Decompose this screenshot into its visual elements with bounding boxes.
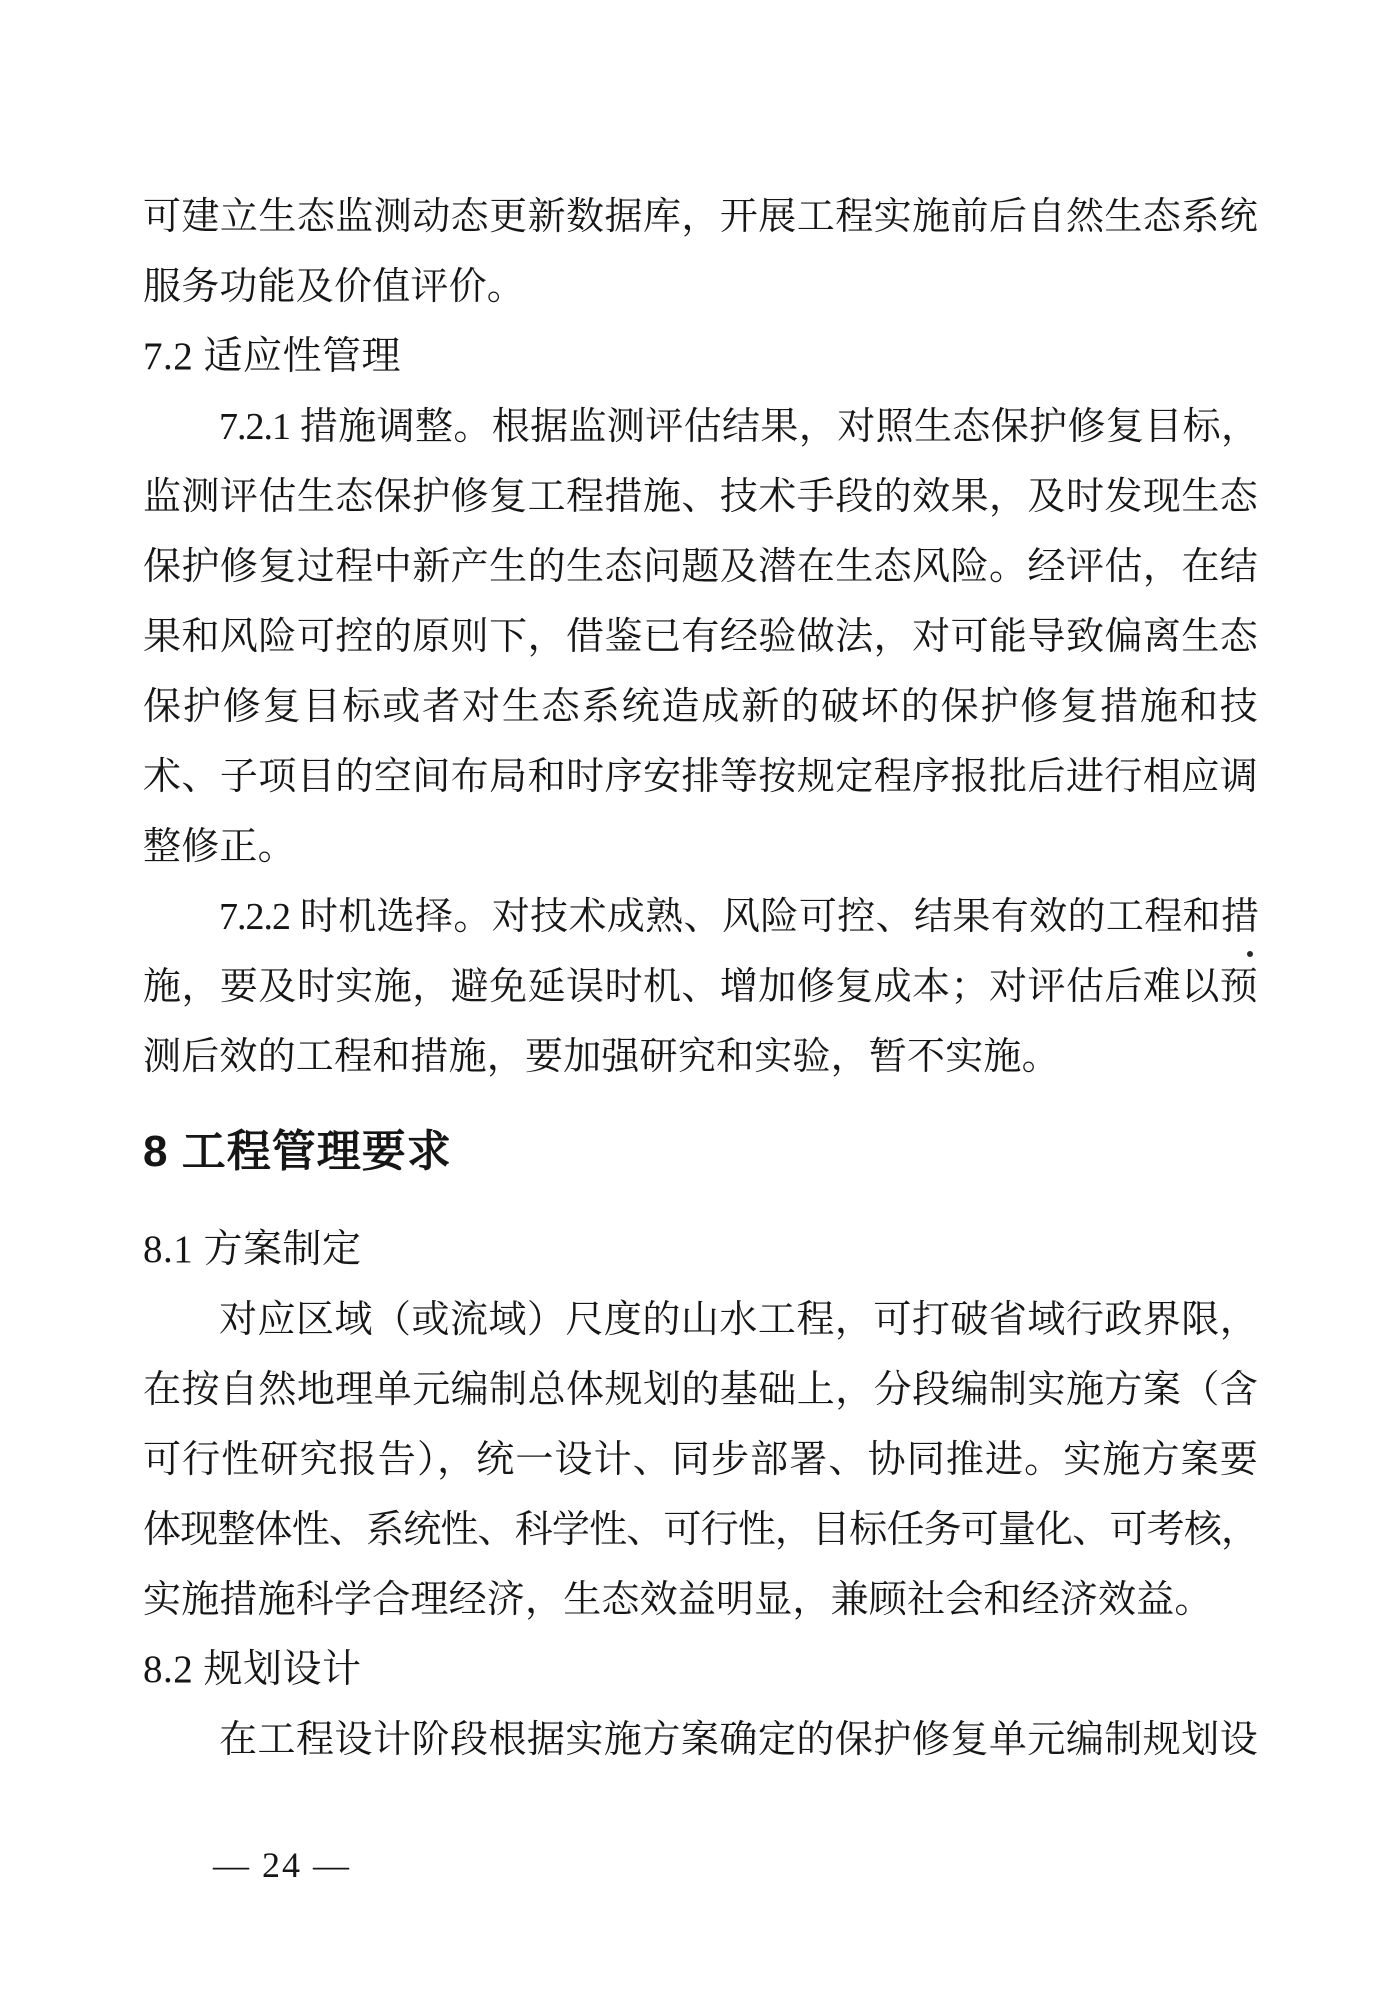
- body-line: 在工程设计阶段根据实施方案确定的保护修复单元编制规划设: [219, 1719, 1258, 1761]
- body-line: 可建立生态监测动态更新数据库，开展工程实施前后自然生态系统: [143, 196, 1258, 238]
- body-line: 整修正。: [143, 826, 296, 868]
- body-line: 果和风险可控的原则下，借鉴已有经验做法，对可能导致偏离生态: [143, 616, 1258, 658]
- body-line: 测后效的工程和措施，要加强研究和实验，暂不实施。: [143, 1036, 1060, 1078]
- body-line: 在按自然地理单元编制总体规划的基础上，分段编制实施方案（含: [143, 1369, 1258, 1411]
- body-line: 对应区域（或流域）尺度的山水工程，可打破省域行政界限，: [219, 1299, 1258, 1341]
- body-line: 术、子项目的空间布局和时序安排等按规定程序报批后进行相应调: [143, 756, 1258, 798]
- scan-artifact-dot: [1247, 951, 1253, 957]
- chapter-heading-8: 8 工程管理要求: [143, 1127, 452, 1176]
- section-heading-8-2: 8.2 规划设计: [143, 1648, 362, 1691]
- section-heading-7-2: 7.2 适应性管理: [143, 335, 402, 378]
- clause-7-2-2-line: 7.2.2 时机选择。对技术成熟、风险可控、结果有效的工程和措: [219, 896, 1258, 938]
- body-line: 施，要及时实施，避免延误时机、增加修复成本；对评估后难以预: [143, 966, 1258, 1008]
- page-number: — 24 —: [213, 1845, 351, 1885]
- body-line: 服务功能及价值评价。: [143, 266, 526, 308]
- document-text-block: [143, 182, 1258, 1775]
- body-line: 可行性研究报告），统一设计、同步部署、协同推进。实施方案要: [143, 1439, 1258, 1481]
- body-line: 保护修复过程中新产生的生态问题及潜在生态风险。经评估，在结: [143, 546, 1258, 588]
- body-line: 实施措施科学合理经济，生态效益明显，兼顾社会和经济效益。: [143, 1579, 1213, 1621]
- body-line: 保护修复目标或者对生态系统造成新的破坏的保护修复措施和技: [143, 686, 1258, 728]
- body-line: 体现整体性、系统性、科学性、可行性，目标任务可量化、可考核，: [143, 1509, 1258, 1551]
- clause-7-2-1-line: 7.2.1 措施调整。根据监测评估结果，对照生态保护修复目标，: [219, 406, 1258, 448]
- section-heading-8-1: 8.1 方案制定: [143, 1228, 362, 1271]
- body-line: 监测评估生态保护修复工程措施、技术手段的效果，及时发现生态: [143, 476, 1258, 518]
